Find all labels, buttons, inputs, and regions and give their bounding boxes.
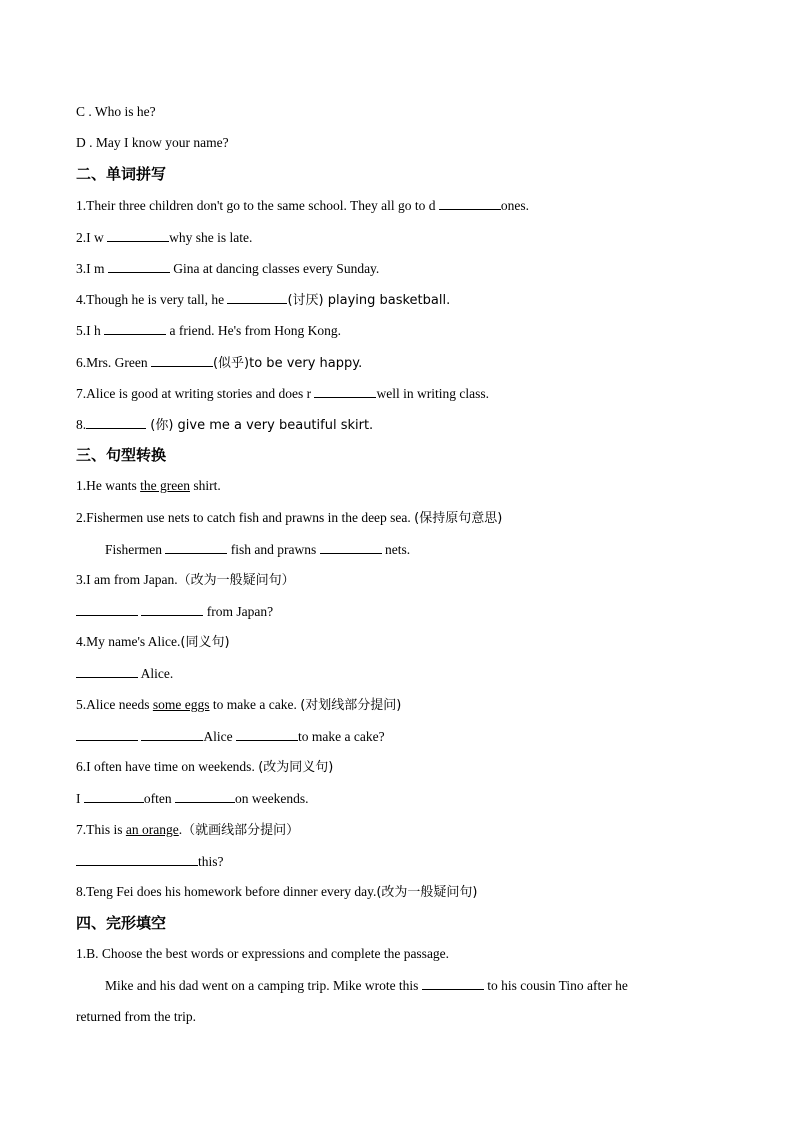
spelling-q5: 5.I h a friend. He's from Hong Kong. — [76, 323, 342, 338]
transform-q3-answer: from Japan? — [76, 602, 273, 621]
section-4-title: 四、完形填空 — [76, 914, 167, 932]
transform-q8: 8.Teng Fei does his homework before dinner every day.(改为一般疑问句) — [76, 884, 478, 900]
transform-q5: 5.Alice needs some eggs to make a cake. (对划线部分提问) — [76, 697, 402, 713]
answer-blank[interactable] — [76, 602, 138, 616]
answer-blank[interactable] — [84, 789, 144, 803]
spelling-q8: 8. (你) give me a very beautiful skirt. — [76, 417, 374, 433]
answer-blank[interactable] — [175, 789, 235, 803]
transform-q4-answer: Alice. — [76, 664, 173, 683]
section-3-title: 三、句型转换 — [76, 446, 167, 464]
transform-q6: 6.I often have time on weekends. (改为同义句) — [76, 759, 334, 775]
cloze-passage-line-2: returned from the trip. — [76, 1009, 196, 1024]
answer-blank[interactable] — [151, 353, 213, 367]
answer-blank[interactable] — [76, 852, 198, 866]
transform-q2-answer: Fishermen fish and prawns nets. — [105, 542, 411, 557]
answer-blank[interactable] — [141, 602, 203, 616]
answer-blank[interactable] — [236, 727, 298, 741]
answer-blank[interactable] — [108, 259, 170, 273]
transform-q3: 3.I am from Japan.（改为一般疑问句） — [76, 572, 295, 588]
transform-q1: 1.He wants the green shirt. — [76, 478, 221, 493]
answer-blank[interactable] — [76, 664, 138, 678]
answer-blank[interactable] — [76, 727, 138, 741]
spelling-q7: 7.Alice is good at writing stories and does r well in writing class. — [76, 386, 489, 401]
spelling-q2: 2.I w why she is late. — [76, 230, 253, 245]
spelling-q6: 6.Mrs. Green (似乎)to be very happy. — [76, 355, 363, 371]
answer-blank[interactable] — [107, 228, 169, 242]
answer-blank[interactable] — [314, 384, 376, 398]
answer-blank[interactable] — [320, 540, 382, 554]
transform-q6-answer: I often on weekends. — [76, 791, 309, 806]
option-d: D . May I know your name? — [76, 135, 229, 150]
transform-q2: 2.Fishermen use nets to catch fish and prawns in the deep sea. (保持原句意思) — [76, 510, 503, 526]
transform-q5-answer: Alice to make a cake? — [76, 727, 385, 746]
cloze-instruction: 1.B. Choose the best words or expressions and complete the passage. — [76, 946, 450, 961]
answer-blank[interactable] — [227, 290, 287, 304]
spelling-q1: 1.Their three children don't go to the same school. They all go to d ones. — [76, 198, 529, 213]
spelling-q3: 3.I m Gina at dancing classes every Sunday. — [76, 261, 380, 276]
cloze-passage-line-1: Mike and his dad went on a camping trip. Mike wrote this to his cousin Tino after he — [105, 978, 628, 993]
transform-q4: 4.My name's Alice.(同义句) — [76, 634, 230, 650]
transform-q7-answer: this? — [76, 852, 224, 871]
answer-blank[interactable] — [104, 321, 166, 335]
transform-q7: 7.This is an orange.（就画线部分提问） — [76, 822, 300, 838]
answer-blank[interactable] — [141, 727, 203, 741]
answer-blank[interactable] — [439, 196, 501, 210]
answer-blank[interactable] — [165, 540, 227, 554]
answer-blank[interactable] — [86, 415, 146, 429]
spelling-q4: 4.Though he is very tall, he (讨厌) playing basketball. — [76, 292, 451, 308]
answer-blank[interactable] — [422, 976, 484, 990]
section-2-title: 二、单词拼写 — [76, 165, 167, 183]
option-c: C . Who is he? — [76, 104, 156, 119]
